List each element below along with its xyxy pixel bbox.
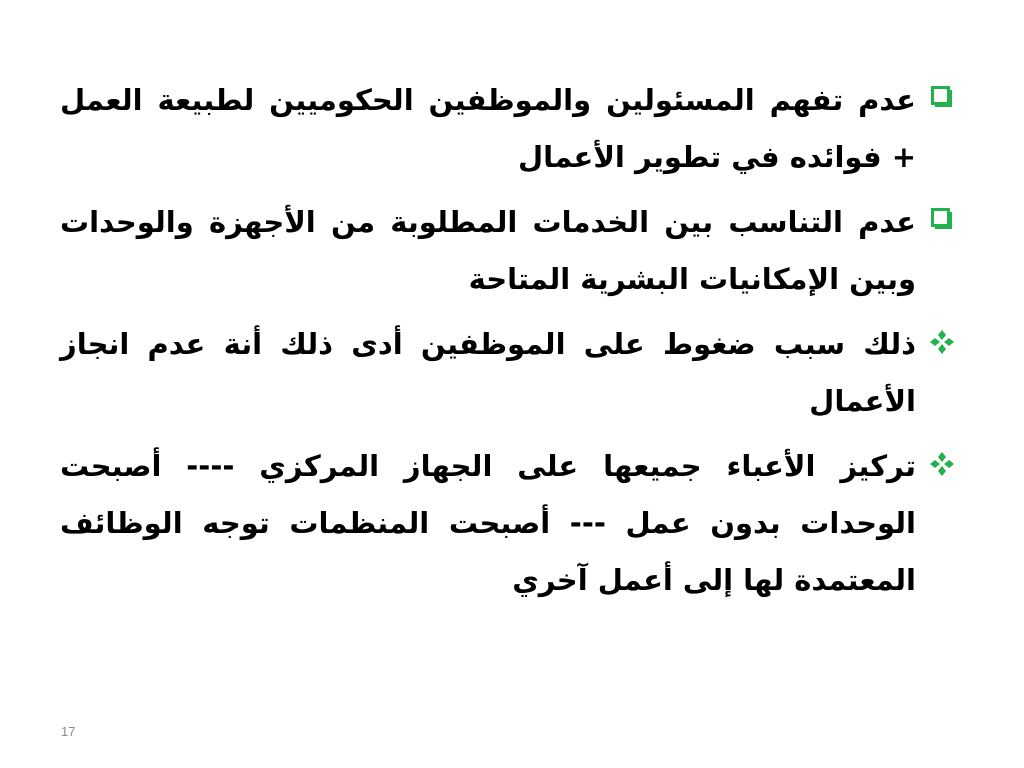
four-diamond-icon <box>916 316 968 368</box>
hollow-square-icon <box>916 194 968 246</box>
four-diamond-icon <box>916 438 968 490</box>
bullet-list <box>60 72 968 617</box>
bullet-text: تركيز الأعباء جميعها على الجهاز المركزي ---- أصبحت الوحدات بدون عمل --- أصبحت المنظمات توجه الوظائف المعتمدة لها إلى أعمل آخري <box>60 449 916 597</box>
bullet-text: عدم التناسب بين الخدمات المطلوبة من الأجهزة والوحدات وبين الإمكانيات البشرية المتاحة <box>60 205 916 296</box>
hollow-square-icon <box>916 72 968 124</box>
bullet-item <box>60 438 968 609</box>
bullet-item <box>60 316 968 430</box>
bullet-item <box>60 72 968 186</box>
page-number: 17 <box>61 724 76 739</box>
bullet-item <box>60 194 968 308</box>
bullet-text: ذلك سبب ضغوط على الموظفين أدى ذلك أنة عدم انجاز الأعمال <box>60 327 916 418</box>
bullet-text: عدم تفهم المسئولين والموظفين الحكوميين لطبيعة العمل + فوائده في تطوير الأعمال <box>60 83 916 174</box>
